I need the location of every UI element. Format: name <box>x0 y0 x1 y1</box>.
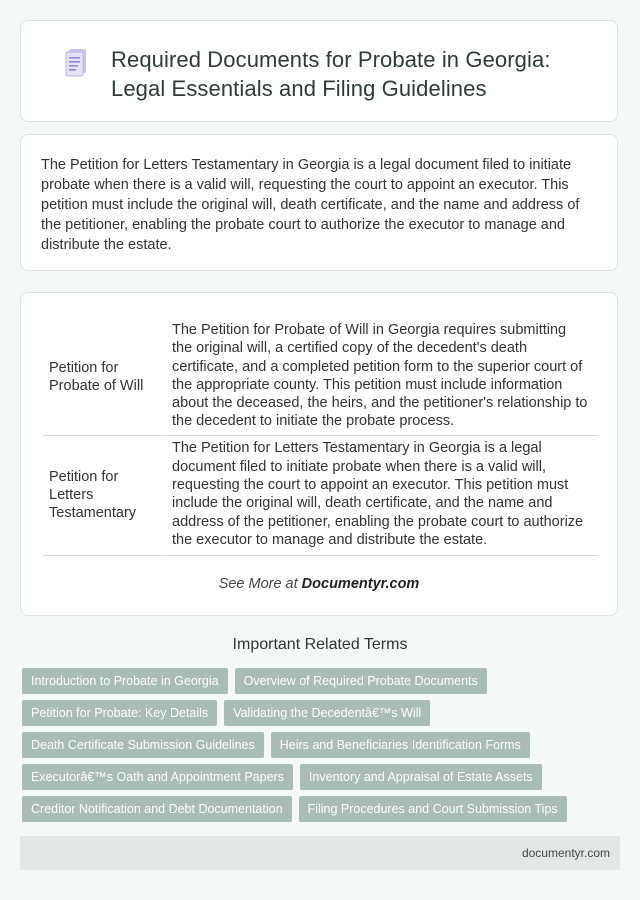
footer-bar <box>20 836 620 870</box>
see-more-link[interactable] <box>21 576 617 592</box>
intro-paragraph: The Petition for Letters Testamentary in Georgia is a legal document filed to initiate probate when there is a valid will, requesting the court to appoint an executor. This petition must include the original will, death certificate, and the name and address of the petitioner, enabling the probate court to authorize the executor to manage and distribute the estate. <box>41 157 580 253</box>
related-terms-heading: Important Related Terms <box>232 636 408 653</box>
related-term-tag[interactable]: Petition for Probate: Key Details <box>22 700 217 726</box>
related-term-tag[interactable]: Validating the Decedentâ€™s Will <box>224 700 430 726</box>
related-term-tag[interactable]: Overview of Required Probate Documents <box>235 668 487 694</box>
footer-site[interactable]: documentyr.com <box>521 846 610 860</box>
see-more-site: Documentyr.com <box>301 576 420 592</box>
document-icon <box>63 47 91 79</box>
table-term: Petition for Probate of Will <box>43 319 163 436</box>
intro-card <box>20 134 618 271</box>
documents-table <box>43 319 598 556</box>
related-term-tag[interactable]: Introduction to Probate in Georgia <box>22 668 228 694</box>
page-title: Required Documents for Probate in Georgia: Legal Essentials and Filing Guidelines <box>111 47 551 101</box>
related-term-tag[interactable]: Filing Procedures and Court Submission Tips <box>299 796 567 822</box>
related-term-tag[interactable]: Death Certificate Submission Guidelines <box>22 732 264 758</box>
related-term-tag[interactable]: Executorâ€™s Oath and Appointment Papers <box>22 764 293 790</box>
related-term-tag[interactable]: Heirs and Beneficiaries Identification Forms <box>271 732 530 758</box>
documents-table-card <box>20 292 618 616</box>
table-description: The Petition for Probate of Will in Georgia requires submitting the original will, a certified copy of the decedent's death certificate, and a completed petition form to the superior court of the appropriate county. This petition must include information about the deceased, the heirs, and the petitioner's relationship to the decedent to initiate the probate process. <box>163 319 598 436</box>
related-term-tag[interactable]: Creditor Notification and Debt Documentation <box>22 796 292 822</box>
table-row <box>43 436 598 556</box>
table-description: The Petition for Letters Testamentary in Georgia is a legal document filed to initiate probate when there is a valid will, requesting the court to appoint an executor. This petition must include the original will, death certificate, and the name and address of the petitioner, enabling the probate court to authorize the executor to manage and distribute the estate. <box>163 436 598 556</box>
table-row <box>43 319 598 436</box>
title-card <box>20 20 618 122</box>
see-more-prefix: See More at <box>218 576 302 592</box>
related-term-tag[interactable]: Inventory and Appraisal of Estate Assets <box>300 764 542 790</box>
related-terms-tags <box>22 668 618 828</box>
table-term: Petition for Letters Testamentary <box>43 436 163 556</box>
